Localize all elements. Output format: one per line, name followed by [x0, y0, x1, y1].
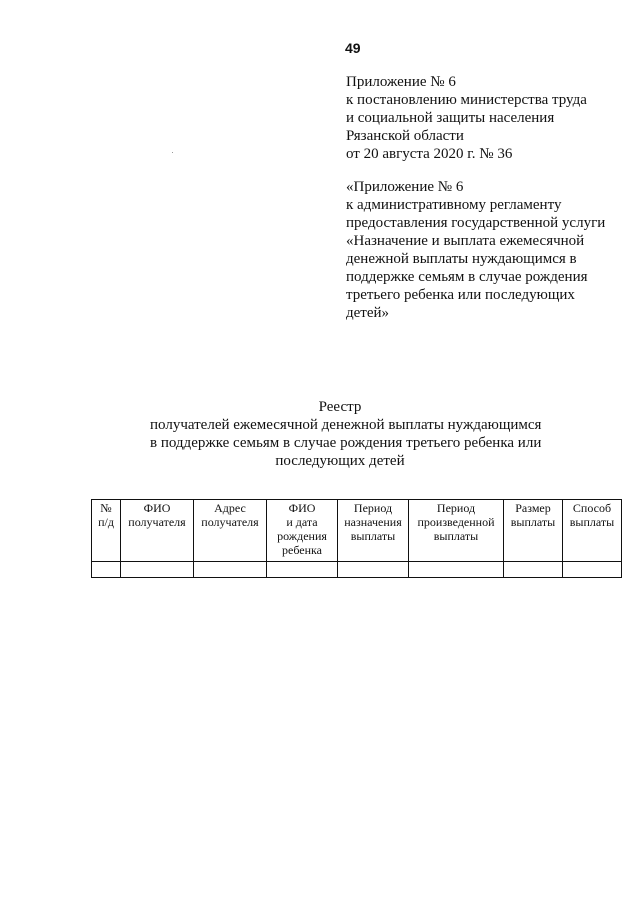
header-line: произведенной: [417, 515, 495, 529]
registry-title-line: последующих детей: [275, 453, 405, 469]
table-cell: [409, 562, 504, 578]
column-header-recipient-name: [121, 500, 194, 562]
regulation-line: к административному регламенту: [346, 197, 562, 213]
column-header-number: [92, 500, 121, 562]
table-row: [92, 562, 622, 578]
regulation-line: предоставления государственной услуги: [346, 215, 606, 231]
header-line: п/д: [98, 515, 114, 529]
column-header-paid-period: [409, 500, 504, 562]
header-line: Адрес: [214, 501, 246, 515]
column-header-payment-method: [563, 500, 622, 562]
page-number: 49: [345, 40, 361, 56]
header-line: Способ: [572, 501, 612, 515]
table-header-row: [92, 500, 622, 562]
appendix-line: и социальной защиты населения: [346, 110, 555, 126]
scan-speck: [172, 152, 173, 153]
table-cell: [194, 562, 267, 578]
regulation-line: «Назначение и выплата ежемесячной: [346, 233, 585, 249]
header-line: назначения: [344, 515, 402, 529]
registry-title-line: получателей ежемесячной денежной выплаты нуждающимся: [150, 417, 542, 433]
column-header-child: [267, 500, 338, 562]
regulation-line: поддержке семьям в случае рождения: [346, 269, 588, 285]
registry-heading: Реестр: [318, 399, 362, 415]
header-line: выплаты: [350, 529, 396, 543]
regulation-line: денежной выплаты нуждающимся в: [346, 251, 577, 267]
header-line: ФИО: [143, 501, 171, 515]
regulation-line: детей»: [346, 305, 390, 321]
column-header-recipient-address: [194, 500, 267, 562]
table-cell: [121, 562, 194, 578]
header-line: ребенка: [282, 543, 322, 557]
header-line: выплаты: [510, 515, 556, 529]
column-header-assignment-period: [338, 500, 409, 562]
appendix-header: [346, 73, 587, 163]
appendix-line: к постановлению министерства труда: [346, 92, 587, 108]
table-cell: [267, 562, 338, 578]
header-line: Размер: [515, 501, 551, 515]
header-line: №: [100, 501, 112, 515]
registry-table: [91, 499, 622, 578]
registry-title-line: в поддержке семьям в случае рождения третьего ребенка или: [150, 435, 542, 451]
table-cell: [563, 562, 622, 578]
header-line: выплаты: [569, 515, 615, 529]
table-cell: [338, 562, 409, 578]
table-cell: [92, 562, 121, 578]
regulation-line: «Приложение № 6: [346, 179, 464, 195]
header-line: получателя: [201, 515, 259, 529]
registry-title: [150, 398, 542, 470]
appendix-line: Рязанской области: [346, 128, 464, 144]
column-header-amount: [504, 500, 563, 562]
regulation-appendix: [346, 178, 605, 322]
header-line: рождения: [277, 529, 327, 543]
header-line: ФИО: [288, 501, 316, 515]
header-line: Период: [436, 501, 476, 515]
header-line: выплаты: [433, 529, 479, 543]
header-line: и дата: [286, 515, 318, 529]
regulation-line: третьего ребенка или последующих: [346, 287, 575, 303]
appendix-line: Приложение № 6: [346, 74, 456, 90]
appendix-line: от 20 августа 2020 г. № 36: [346, 146, 513, 162]
header-line: Период: [353, 501, 393, 515]
header-line: получателя: [128, 515, 186, 529]
table-cell: [504, 562, 563, 578]
